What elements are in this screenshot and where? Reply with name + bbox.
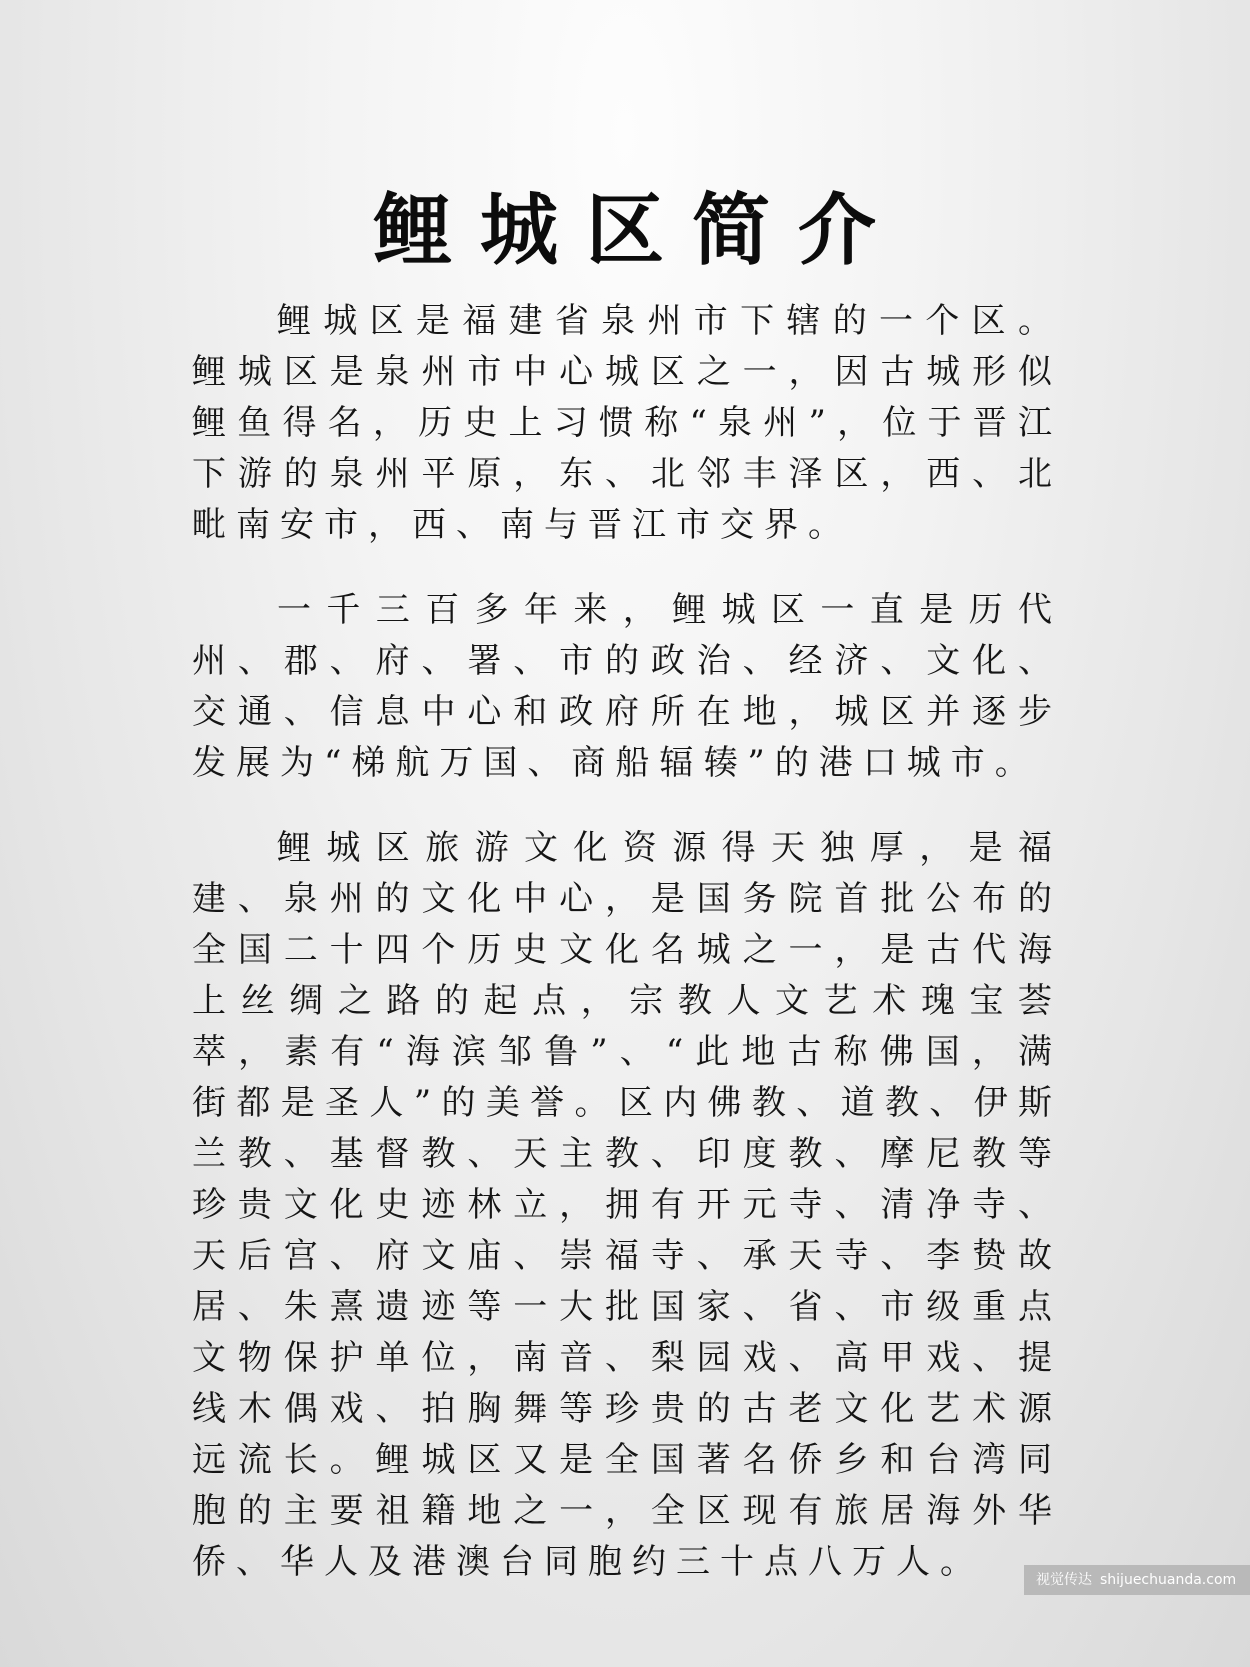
document-title: 鲤城区简介 — [373, 185, 904, 277]
watermark-cn: 视觉传达 — [1036, 1572, 1092, 1588]
paragraph-2: 一千三百多年来，鲤城区一直是历代州、郡、府、署、市的政治、经济、文化、交通、信息中心和政府所在地，城区并逐步发展为“梯航万国、商船辐辏”的港口城市。 — [192, 590, 1062, 783]
watermark — [1024, 1565, 1250, 1595]
document-body — [192, 296, 1062, 1622]
watermark-url: shijuechuanda.com — [1100, 1572, 1237, 1588]
paragraph-3: 鲤城区旅游文化资源得天独厚，是福建、泉州的文化中心，是国务院首批公布的全国二十四个历史文化名城之一，是古代海上丝绸之路的起点，宗教人文艺术瑰宝荟萃，素有“海滨邹鲁”、“此地古称佛国，满街都是圣人”的美誉。区内佛教、道教、伊斯兰教、基督教、天主教、印度教、摩尼教等珍贵文化史迹林立，拥有开元寺、清净寺、天后宫、府文庙、崇福寺、承天寺、李贽故居、朱熹遗迹等一大批国家、省、市级重点文物保护单位，南音、梨园戏、高甲戏、提线木偶戏、拍胸舞等珍贵的古老文化艺术源远流长。鲤城区又是全国著名侨乡和台湾同胞的主要祖籍地之一，全区现有旅居海外华侨、华人及港澳台同胞约三十点八万人。 — [192, 828, 1062, 1582]
paragraph-1: 鲤城区是福建省泉州市下辖的一个区。鲤城区是泉州市中心城区之一，因古城形似鲤鱼得名，历史上习惯称“泉州”，位于晋江下游的泉州平原，东、北邻丰泽区，西、北毗南安市，西、南与晋江市交界。 — [192, 301, 1062, 545]
